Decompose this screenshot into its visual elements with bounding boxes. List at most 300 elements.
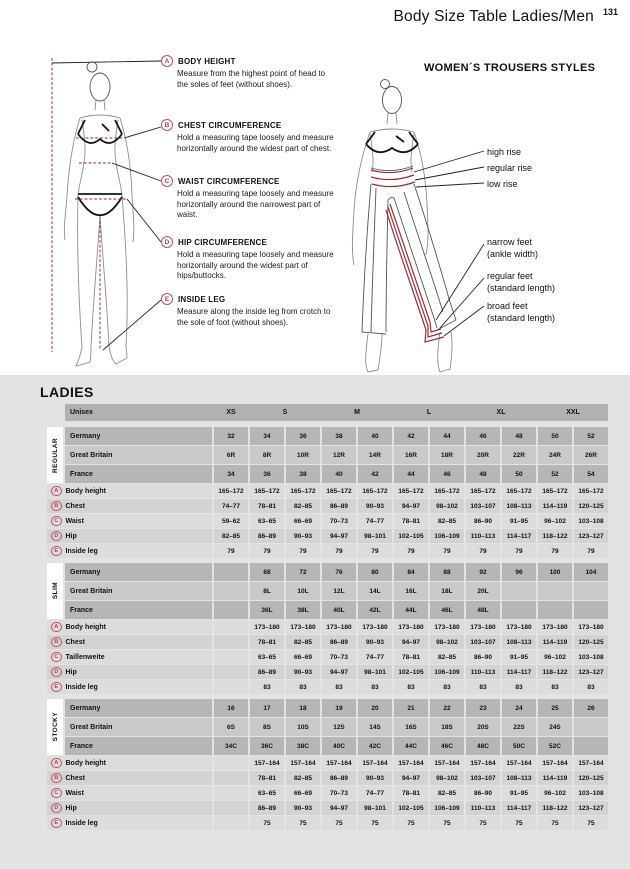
low-rise-label: low rise (487, 179, 518, 189)
measure-cell: 83 (394, 680, 428, 694)
measure-cell: 86–89 (322, 771, 356, 785)
measure-cell: 98–101 (358, 529, 392, 543)
size-cell: 12S (322, 718, 356, 736)
measure-cell: 94–97 (394, 499, 428, 513)
body-height-pointer-line (52, 61, 161, 63)
measure-cell: 83 (250, 680, 284, 694)
legend-desc: Hold a measuring tape loosely and measure horizontally around the narrowest part of waist. (177, 189, 334, 220)
measure-cell: 157–164 (358, 756, 392, 770)
size-cell (574, 718, 608, 736)
size-cell: 36 (286, 427, 320, 445)
letter-b-icon: B (51, 501, 62, 512)
size-cell: 10L (286, 582, 320, 600)
size-cell: 80 (358, 563, 392, 581)
measure-cell: 114–117 (502, 529, 536, 543)
legend-item-hip (161, 236, 333, 282)
measure-name: Hip (65, 532, 77, 540)
narrow-feet-label (487, 236, 538, 260)
measure-cell: 82–85 (214, 529, 248, 543)
measure-cell: 63–65 (250, 650, 284, 664)
chest-pointer-line (124, 127, 161, 138)
measure-cell: 86–89 (250, 801, 284, 815)
legend-title: HIP CIRCUMFERENCE (178, 237, 268, 247)
measure-cell: 106–109 (430, 665, 464, 679)
size-cell: 34 (214, 465, 248, 483)
unisex-label: Unisex (70, 409, 93, 416)
size-cell: 26 (574, 699, 608, 717)
regular-rise-label: regular rise (487, 163, 533, 173)
size-cell: 38L (286, 601, 320, 619)
size-cell: 72 (286, 563, 320, 581)
size-cell: 6S (214, 718, 248, 736)
measure-cell: 110–113 (466, 529, 500, 543)
size-cell: 36L (250, 601, 284, 619)
size-cell (214, 563, 248, 581)
measure-cell: 90–93 (286, 665, 320, 679)
measure-name: Body height (65, 759, 106, 767)
measure-cell: 98–102 (430, 635, 464, 649)
size-cell: 40L (322, 601, 356, 619)
row-label: France (65, 737, 212, 755)
size-cell (574, 582, 608, 600)
row-label: Great Britain (65, 446, 212, 464)
size-group-label: XXL (566, 409, 580, 416)
measure-cell: 118–122 (538, 529, 572, 543)
size-cell: 46C (430, 737, 464, 755)
size-cell: 92 (466, 563, 500, 581)
size-cell: 16 (214, 699, 248, 717)
measure-cell: 83 (574, 680, 608, 694)
measure-cell: 75 (250, 816, 284, 830)
measure-cell: 82–85 (286, 499, 320, 513)
measure-name: Inside leg (65, 683, 98, 691)
size-cell: 68 (250, 563, 284, 581)
measure-cell: 83 (286, 680, 320, 694)
size-cell: 48C (466, 737, 500, 755)
measure-cell: 165–172 (538, 484, 572, 498)
size-cell: 38 (286, 465, 320, 483)
measure-name: Inside leg (65, 547, 98, 555)
measure-cell: 78–81 (394, 786, 428, 800)
size-cell (574, 601, 608, 619)
measure-cell: 108–113 (502, 771, 536, 785)
panties (78, 194, 122, 215)
measure-cell: 66–69 (286, 514, 320, 528)
measure-cell (214, 801, 248, 815)
legend-title: BODY HEIGHT (178, 56, 236, 66)
measure-cell: 79 (574, 544, 608, 558)
size-cell: 12L (322, 582, 356, 600)
measure-cell: 103–108 (574, 650, 608, 664)
measure-row-label (47, 816, 212, 830)
measure-name: Waist (65, 517, 84, 525)
measure-row-label (47, 801, 212, 815)
broad-feet-label (487, 300, 555, 324)
ladies-measurement-figure (32, 50, 162, 370)
size-group-label: S (282, 409, 288, 416)
measure-cell (214, 620, 248, 634)
measure-cell: 82–85 (286, 635, 320, 649)
measure-cell: 123–127 (574, 801, 608, 815)
hip-pointer-line (127, 199, 161, 242)
legend-desc: Measure along the inside leg from crotch to the sole of foot (without shoes). (177, 307, 331, 327)
size-cell: 20 (358, 699, 392, 717)
measure-cell: 98–101 (358, 801, 392, 815)
measure-cell: 79 (466, 544, 500, 558)
measure-cell: 74–77 (214, 499, 248, 513)
size-cell: 34 (250, 427, 284, 445)
measure-cell: 75 (322, 816, 356, 830)
size-cell: 48 (466, 465, 500, 483)
measure-cell: 120–125 (574, 635, 608, 649)
size-cell: 46L (430, 601, 464, 619)
measure-cell: 173–180 (322, 620, 356, 634)
measure-row-label (47, 771, 212, 785)
size-cell: 50 (502, 465, 536, 483)
letter-a-icon: A (51, 486, 62, 497)
measure-cell: 94–97 (322, 801, 356, 815)
measure-cell: 74–77 (358, 514, 392, 528)
size-cell: 54 (574, 465, 608, 483)
row-label: Great Britain (65, 718, 212, 736)
measure-name: Body height (65, 487, 106, 495)
measure-cell: 96–102 (538, 514, 572, 528)
measure-cell: 114–119 (538, 635, 572, 649)
letter-d-icon: D (161, 236, 173, 248)
measure-cell: 103–107 (466, 635, 500, 649)
measure-cell: 118–122 (538, 665, 572, 679)
measure-cell: 79 (502, 544, 536, 558)
size-cell: 22 (430, 699, 464, 717)
group-name: SLIM (51, 582, 59, 600)
measure-cell: 83 (538, 680, 572, 694)
measure-cell (214, 680, 248, 694)
measure-name: Hip (65, 804, 77, 812)
size-cell: 50 (538, 427, 572, 445)
measure-cell: 157–164 (430, 756, 464, 770)
measure-cell: 75 (466, 816, 500, 830)
size-cell: 44 (430, 427, 464, 445)
size-cell: 21 (394, 699, 428, 717)
measure-cell: 108–113 (502, 499, 536, 513)
measure-cell: 78–81 (250, 771, 284, 785)
measure-cell: 173–180 (250, 620, 284, 634)
size-cell: 25 (538, 699, 572, 717)
measure-cell: 157–164 (286, 756, 320, 770)
measure-cell: 83 (358, 680, 392, 694)
measure-cell: 102–105 (394, 801, 428, 815)
measure-cell: 102–105 (394, 665, 428, 679)
measure-cell: 79 (358, 544, 392, 558)
measure-cell (214, 650, 248, 664)
size-cell: 24 (502, 699, 536, 717)
measure-cell: 165–172 (322, 484, 356, 498)
measure-cell: 108–113 (502, 635, 536, 649)
size-cell: 14S (358, 718, 392, 736)
measure-row-label (47, 499, 212, 513)
size-group-label: XL (496, 409, 506, 416)
letter-d-icon: D (51, 667, 62, 678)
letter-c-icon: C (161, 175, 173, 187)
measure-name: Taillenweite (65, 653, 105, 661)
row-label: Great Britain (65, 582, 212, 600)
measure-row-label (47, 786, 212, 800)
low-rise-line (372, 182, 415, 187)
size-cell: 24S (538, 718, 572, 736)
size-cell: 20L (466, 582, 500, 600)
size-cell: 10S (286, 718, 320, 736)
measure-row-label (47, 635, 212, 649)
measure-cell: 173–180 (502, 620, 536, 634)
row-label: Germany (65, 427, 212, 445)
measure-cell: 83 (502, 680, 536, 694)
measure-row-label (47, 665, 212, 679)
inside-leg-pointer-line (103, 300, 161, 350)
group-name: REGULAR (51, 437, 59, 473)
size-cell: 50C (502, 737, 536, 755)
size-group-label: L (426, 409, 432, 416)
letter-a-icon: A (161, 55, 173, 67)
size-cell: 18 (286, 699, 320, 717)
measure-cell: 103–107 (466, 771, 500, 785)
measure-cell: 78–81 (250, 635, 284, 649)
measure-cell: 82–85 (286, 771, 320, 785)
measure-cell: 165–172 (430, 484, 464, 498)
size-cell: 48 (502, 427, 536, 445)
page-title: Body Size Table Ladies/Men (393, 8, 594, 25)
measure-cell (214, 816, 248, 830)
measure-cell: 98–101 (358, 665, 392, 679)
measure-cell: 114–117 (502, 801, 536, 815)
size-cell: 34C (214, 737, 248, 755)
measure-cell: 86–89 (250, 529, 284, 543)
size-cell: 16R (394, 446, 428, 464)
measure-cell: 90–93 (358, 635, 392, 649)
measure-cell: 78–81 (394, 650, 428, 664)
measure-cell: 63–65 (250, 514, 284, 528)
measure-cell: 91–95 (502, 786, 536, 800)
legend-desc: Hold a measuring tape loosely and measure horizontally around the widest part of chest. (177, 133, 334, 153)
measure-cell: 79 (394, 544, 428, 558)
size-cell: 52C (538, 737, 572, 755)
measure-cell: 103–108 (574, 786, 608, 800)
size-cell: 44L (394, 601, 428, 619)
measure-cell: 157–164 (394, 756, 428, 770)
high-rise-label: high rise (487, 147, 522, 157)
measure-cell: 165–172 (286, 484, 320, 498)
size-cell: 18R (430, 446, 464, 464)
measure-cell: 90–93 (286, 801, 320, 815)
measure-cell: 70–73 (322, 650, 356, 664)
size-cell (214, 601, 248, 619)
size-cell: 52 (574, 427, 608, 445)
measure-cell: 74–77 (358, 650, 392, 664)
size-cell: 10R (286, 446, 320, 464)
letter-c-icon: C (51, 788, 62, 799)
measure-name: Chest (65, 502, 85, 510)
letter-b-icon: B (161, 119, 173, 131)
measure-cell (214, 756, 248, 770)
measure-cell: 123–127 (574, 529, 608, 543)
measure-name: Hip (65, 668, 77, 676)
size-cell: 46 (466, 427, 500, 445)
size-cell: 76 (322, 563, 356, 581)
size-cell: 16S (394, 718, 428, 736)
label-line: broad feet (487, 301, 528, 311)
measure-cell: 118–122 (538, 801, 572, 815)
label-line: (standard length) (487, 283, 556, 293)
size-cell: 88 (430, 563, 464, 581)
label-line: narrow feet (487, 237, 533, 247)
narrow-feet-line (390, 204, 441, 332)
size-cell: 40 (358, 427, 392, 445)
label-line: (ankle width) (487, 249, 539, 259)
size-cell: 104 (574, 563, 608, 581)
size-cell: 6R (214, 446, 248, 464)
measure-cell: 75 (538, 816, 572, 830)
measure-cell: 66–69 (286, 650, 320, 664)
measure-cell: 79 (286, 544, 320, 558)
measure-cell: 63–65 (250, 786, 284, 800)
measure-cell: 102–105 (394, 529, 428, 543)
measure-cell: 82–85 (430, 786, 464, 800)
measure-cell: 114–117 (502, 665, 536, 679)
measure-cell: 91–95 (502, 514, 536, 528)
measure-cell: 157–164 (574, 756, 608, 770)
trousers-figure (330, 80, 630, 375)
size-cell: 8S (250, 718, 284, 736)
label-line: regular feet (487, 271, 533, 281)
measure-cell: 78–81 (250, 499, 284, 513)
measure-cell: 114–119 (538, 771, 572, 785)
size-cell: 14L (358, 582, 392, 600)
measure-cell: 74–77 (358, 786, 392, 800)
size-cell: 36 (250, 465, 284, 483)
bra (366, 132, 418, 152)
measure-name: Chest (65, 774, 85, 782)
measure-row-label (47, 484, 212, 498)
group-sidebar (47, 563, 63, 619)
measure-cell: 114–119 (538, 499, 572, 513)
measure-cell: 157–164 (502, 756, 536, 770)
measure-cell: 94–97 (322, 529, 356, 543)
size-cell: 84 (394, 563, 428, 581)
size-cell: 46 (430, 465, 464, 483)
measure-cell: 59–62 (214, 514, 248, 528)
measure-cell: 75 (574, 816, 608, 830)
size-group-label: XS (226, 409, 236, 416)
legend-desc: Hold a measuring tape loosely and measure horizontally around the widest part of hips/buttocks. (177, 250, 334, 281)
measure-cell: 157–164 (466, 756, 500, 770)
measure-cell: 75 (358, 816, 392, 830)
hair-bun (381, 80, 390, 89)
measure-cell: 78–81 (394, 514, 428, 528)
measure-cell (214, 635, 248, 649)
letter-d-icon: D (51, 803, 62, 814)
ladies-table-title: LADIES (40, 384, 94, 400)
measure-cell: 86–90 (466, 514, 500, 528)
size-cell (214, 582, 248, 600)
hair-bun (87, 62, 97, 72)
legend-title: INSIDE LEG (178, 294, 226, 304)
size-cell: 18S (430, 718, 464, 736)
size-cell: 38C (286, 737, 320, 755)
trousers-styles-heading: WOMEN´S TROUSERS STYLES (424, 62, 596, 74)
measure-cell: 83 (466, 680, 500, 694)
size-cell: 22R (502, 446, 536, 464)
measure-row-label (47, 680, 212, 694)
measure-cell: 165–172 (250, 484, 284, 498)
legend-title: CHEST CIRCUMFERENCE (178, 120, 282, 130)
measure-cell: 165–172 (466, 484, 500, 498)
size-group-regular (47, 427, 608, 558)
ladies-size-table (47, 404, 608, 835)
measure-cell: 75 (502, 816, 536, 830)
size-cell: 44 (394, 465, 428, 483)
measure-cell: 79 (430, 544, 464, 558)
measure-cell: 83 (322, 680, 356, 694)
measure-cell: 96–102 (538, 650, 572, 664)
size-cell: 44C (394, 737, 428, 755)
measure-cell: 106–109 (430, 529, 464, 543)
measure-cell: 173–180 (574, 620, 608, 634)
size-cell: 24R (538, 446, 572, 464)
measure-cell: 79 (538, 544, 572, 558)
measure-cell: 86–90 (466, 650, 500, 664)
measure-cell: 82–85 (430, 650, 464, 664)
measure-cell: 91–95 (502, 650, 536, 664)
size-cell: 42 (358, 465, 392, 483)
size-cell: 100 (538, 563, 572, 581)
measure-cell: 90–93 (358, 771, 392, 785)
measure-cell: 86–89 (322, 635, 356, 649)
measure-cell (214, 786, 248, 800)
size-cell: 52 (538, 465, 572, 483)
measure-cell: 86–90 (466, 786, 500, 800)
measure-cell: 165–172 (358, 484, 392, 498)
measure-cell: 98–102 (430, 771, 464, 785)
legend-item-waist (161, 175, 333, 221)
group-sidebar (47, 699, 63, 755)
size-cell: 36C (250, 737, 284, 755)
measure-cell: 173–180 (394, 620, 428, 634)
measure-name: Body height (65, 623, 106, 631)
page-number: 131 (603, 7, 619, 17)
size-cell: 17 (250, 699, 284, 717)
measure-cell: 86–89 (322, 499, 356, 513)
measure-cell: 120–125 (574, 771, 608, 785)
measure-name: Inside leg (65, 819, 98, 827)
measure-cell: 173–180 (430, 620, 464, 634)
measure-cell: 165–172 (574, 484, 608, 498)
row-label: Germany (65, 699, 212, 717)
measure-row-label (47, 544, 212, 558)
letter-e-icon: E (161, 293, 173, 305)
measure-cell: 90–93 (358, 499, 392, 513)
letter-d-icon: D (51, 531, 62, 542)
letter-a-icon: A (51, 622, 62, 633)
legend-title: WAIST CIRCUMFERENCE (178, 176, 280, 186)
measure-cell: 157–164 (322, 756, 356, 770)
regular-rise-line (371, 175, 414, 180)
measure-cell: 98–102 (430, 499, 464, 513)
size-cell: 19 (322, 699, 356, 717)
size-cell: 20S (466, 718, 500, 736)
measure-cell: 82–85 (430, 514, 464, 528)
size-cell: 40C (322, 737, 356, 755)
measure-cell: 157–164 (538, 756, 572, 770)
measure-cell: 173–180 (466, 620, 500, 634)
